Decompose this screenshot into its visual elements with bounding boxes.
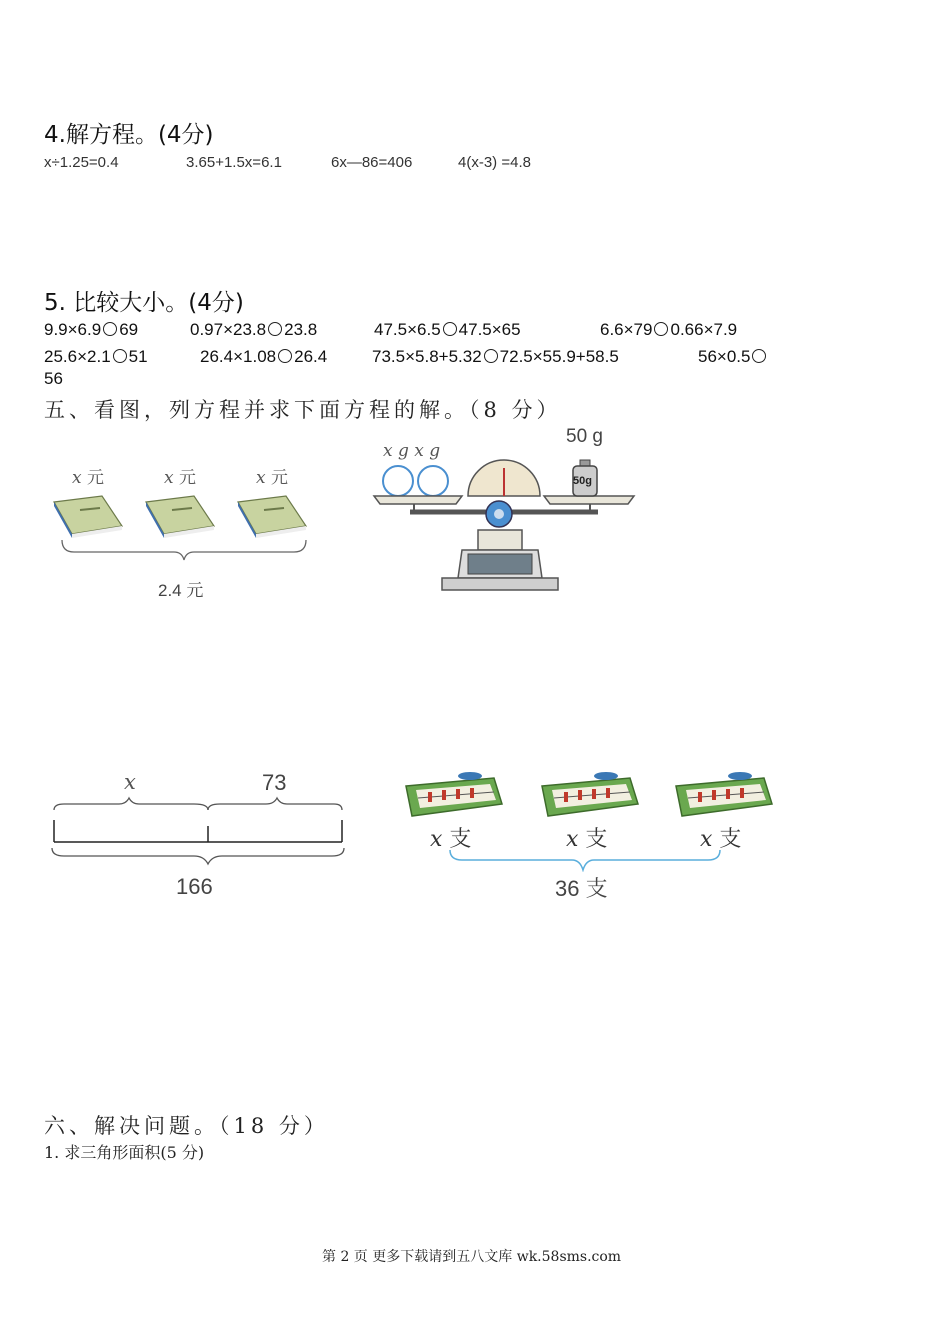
equation-2: 3.65+1.5x=6.1 bbox=[186, 154, 282, 171]
compare-circle[interactable] bbox=[113, 349, 127, 363]
equation-3: 6x—86=406 bbox=[331, 154, 413, 171]
compare-left: 56×0.5 bbox=[698, 347, 751, 366]
compare-left: 26.4×1.08 bbox=[200, 347, 277, 366]
scale-display bbox=[468, 554, 532, 574]
compare-left: 0.97×23.8 bbox=[190, 320, 267, 339]
books-illustration bbox=[50, 490, 320, 562]
compare-right: 69 bbox=[119, 320, 139, 339]
scale-right-label: 50 g bbox=[566, 426, 603, 447]
book-price-label-3: x 元 bbox=[256, 468, 288, 488]
section-4-title: 4.解方程。(4分) bbox=[44, 122, 214, 148]
abacus-icon bbox=[406, 772, 502, 816]
compare-row-1 bbox=[374, 320, 521, 340]
abacus-total-label: 36 支 bbox=[555, 876, 608, 901]
compare-row-2 bbox=[372, 347, 619, 367]
balance-scale-illustration bbox=[372, 452, 638, 594]
compare-circle[interactable] bbox=[443, 322, 457, 336]
compare-left: 73.5×5.8+5.32 bbox=[372, 347, 482, 366]
unknown-weight-circle bbox=[418, 466, 448, 496]
compare-left: 6.6×79 bbox=[600, 320, 653, 339]
segment-total-label: 166 bbox=[176, 874, 213, 899]
compare-right: 0.66×7.9 bbox=[670, 320, 738, 339]
top-brace-left bbox=[54, 798, 208, 810]
brace bbox=[62, 540, 306, 560]
bottom-brace bbox=[52, 848, 344, 864]
compare-row-2 bbox=[200, 347, 327, 367]
top-brace-right bbox=[208, 798, 342, 810]
compare-right: 51 bbox=[128, 347, 148, 366]
compare-right: 47.5×65 bbox=[458, 320, 521, 339]
question-1: 1. 求三角形面积(5 分) bbox=[44, 1143, 205, 1162]
scale-left-label: x g x g bbox=[383, 441, 441, 461]
section-5-title: 5. 比较大小。(4分) bbox=[44, 290, 244, 316]
book-icon bbox=[146, 496, 214, 538]
compare-circle[interactable] bbox=[654, 322, 668, 336]
books-total-label: 2.4 元 bbox=[158, 581, 204, 600]
section-six-title: 六、解决问题。（18 分） bbox=[44, 1114, 329, 1138]
compare-left: 47.5×6.5 bbox=[374, 320, 441, 339]
left-pan bbox=[374, 496, 462, 504]
compare-right: 26.4 bbox=[294, 347, 328, 366]
book-price-label-1: x 元 bbox=[72, 468, 104, 488]
compare-circle[interactable] bbox=[752, 349, 766, 363]
abacus-icon bbox=[676, 772, 772, 816]
abacus-label-1: x 支 bbox=[430, 827, 472, 852]
book-icon bbox=[238, 496, 306, 538]
compare-row-1 bbox=[44, 320, 138, 340]
compare-row-1 bbox=[600, 320, 737, 340]
weight-label: 50g bbox=[573, 475, 592, 487]
unknown-weight-circle bbox=[383, 466, 413, 496]
compare-row-1 bbox=[190, 320, 317, 340]
section-five-title: 五、看图，列方程并求下面方程的解。（8 分） bbox=[44, 398, 562, 422]
book-icon bbox=[54, 496, 122, 538]
compare-right: 23.8 bbox=[284, 320, 318, 339]
equation-4: 4(x-3) =4.8 bbox=[458, 154, 531, 171]
compare-circle[interactable] bbox=[103, 322, 117, 336]
compare-row-2 bbox=[698, 347, 768, 367]
compare-circle[interactable] bbox=[278, 349, 292, 363]
abacus-brace bbox=[446, 848, 726, 872]
compare-circle[interactable] bbox=[484, 349, 498, 363]
compare-left: 9.9×6.9 bbox=[44, 320, 102, 339]
compare-right: 72.5×55.9+58.5 bbox=[499, 347, 619, 366]
right-pan bbox=[544, 496, 634, 504]
abacus-label-2: x 支 bbox=[566, 827, 608, 852]
compare-circle[interactable] bbox=[268, 322, 282, 336]
compare-row-2 bbox=[44, 347, 148, 367]
book-price-label-2: x 元 bbox=[164, 468, 196, 488]
line-segment-diagram bbox=[44, 796, 354, 868]
segment-left-label: x bbox=[124, 770, 136, 794]
compare-row-3: 56 bbox=[44, 369, 63, 388]
abacus-illustration bbox=[398, 768, 778, 820]
compare-left: 25.6×2.1 bbox=[44, 347, 111, 366]
equation-1: x÷1.25=0.4 bbox=[44, 154, 119, 171]
abacus-label-3: x 支 bbox=[700, 827, 742, 852]
abacus-icon bbox=[542, 772, 638, 816]
segment-right-label: 73 bbox=[262, 770, 287, 795]
page-footer: 第 2 页 更多下载请到五八文库 wk.58sms.com bbox=[322, 1249, 622, 1265]
